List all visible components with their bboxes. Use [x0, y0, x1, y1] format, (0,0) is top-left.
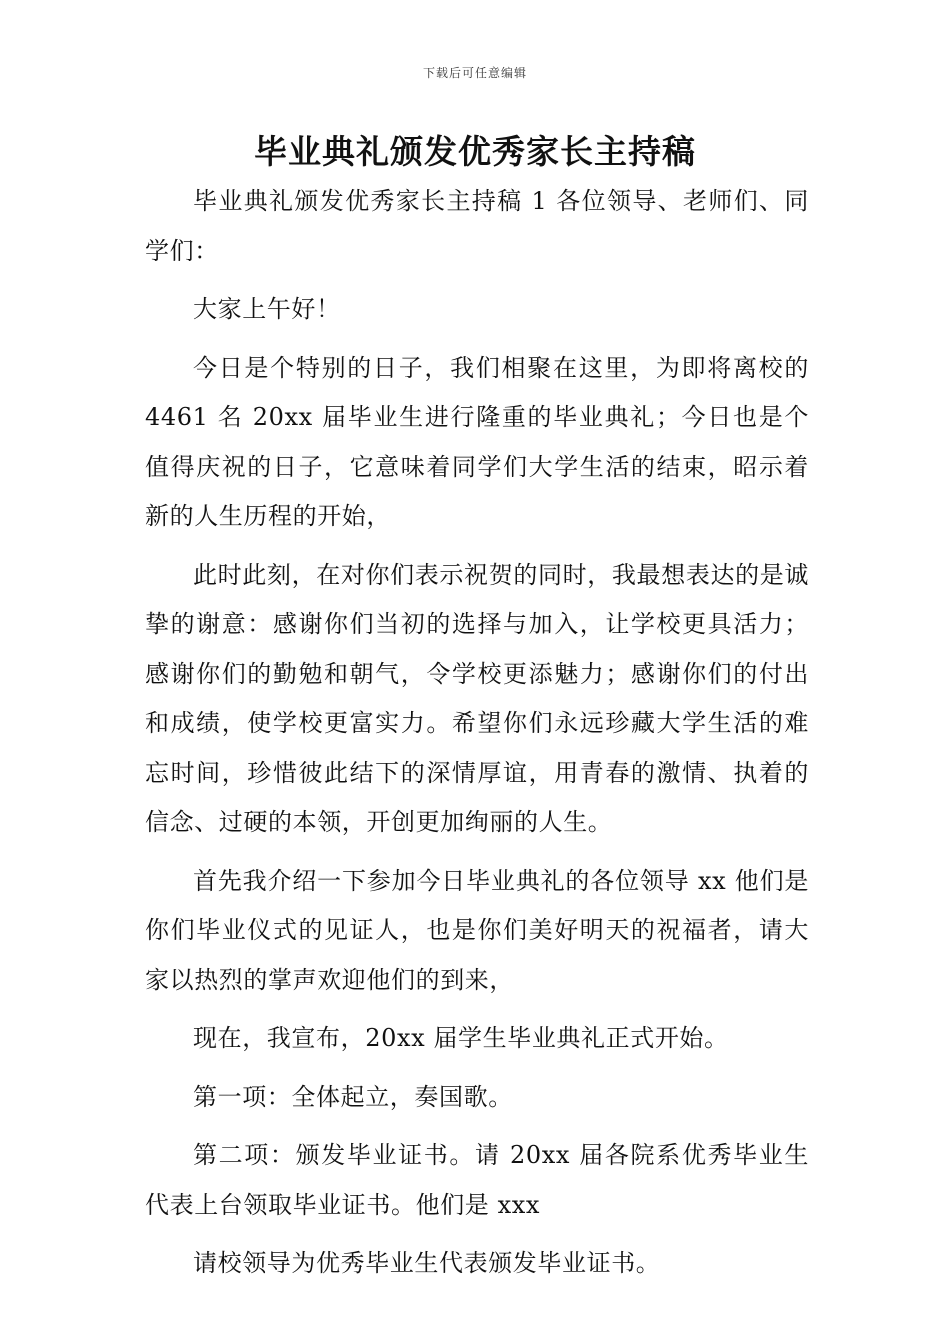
paragraph-certificates: 请校领导为优秀毕业生代表颁发毕业证书。 — [193, 1249, 661, 1277]
paragraph-announcement: 现在，我宣布，20xx 届学生毕业典礼正式开始。 — [193, 1024, 729, 1052]
paragraph-introduction: 首先我介绍一下参加今日毕业典礼的各位领导 xx 他们是你们毕业仪式的见证人，也是你们美好明天的祝福者，请大家以热烈的掌声欢迎他们的到来， — [145, 866, 809, 994]
paragraph-significance: 今日是个特别的日子，我们相聚在这里，为即将离校的 4461 名 20xx 届毕业生进行隆重的毕业典礼；今日也是个值得庆祝的日子，它意味着同学们大学生活的结束，昭示着新的人生历程的开始， — [145, 353, 809, 530]
paragraph-item-two: 第二项：颁发毕业证书。请 20xx 届各院系优秀毕业生代表上台领取毕业证书。他们是 xxx — [145, 1141, 809, 1219]
paragraph-item-one: 第一项：全体起立，奏国歌。 — [193, 1082, 513, 1111]
paragraph-greeting: 大家上午好！ — [193, 295, 341, 323]
paragraph-opening: 毕业典礼颁发优秀家长主持稿 1 各位领导、老师们、同学们： — [145, 187, 809, 265]
document-title: 毕业典礼颁发优秀家长主持稿 — [254, 132, 696, 171]
header-note: 下载后可任意编辑 — [422, 66, 527, 80]
paragraph-gratitude: 此时此刻，在对你们表示祝贺的同时，我最想表达的是诚挚的谢意：感谢你们当初的选择与加入，让学校更具活力；感谢你们的勤勉和朝气，令学校更添魅力；感谢你们的付出和成绩，使学校更富实力。希望你们永远珍藏大学生活的难忘时间，珍惜彼此结下的深情厚谊，用青春的激情、执着的信念、过硬的本领，开创更加绚丽的人生。 — [145, 560, 809, 836]
document-body — [145, 177, 809, 1298]
